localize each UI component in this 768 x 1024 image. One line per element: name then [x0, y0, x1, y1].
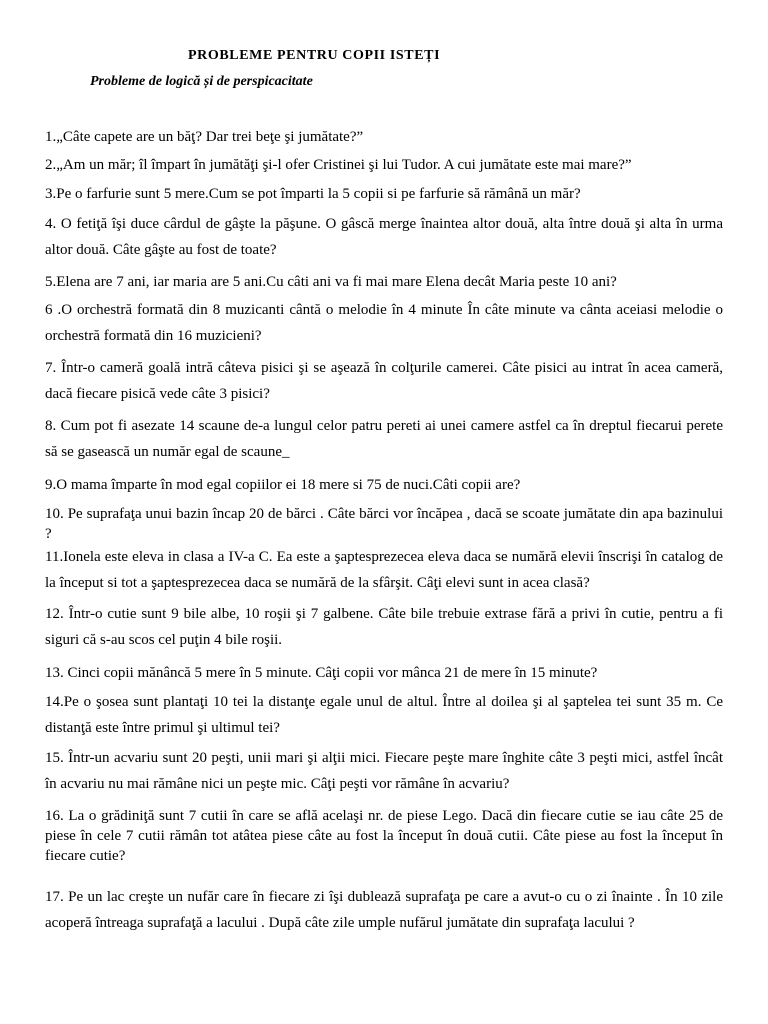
problem-2: 2.„Am un măr; îl împart în jumătăţi şi-l ofer Cristinei şi lui Tudor. A cui jumătate este mai mare?” [45, 157, 632, 173]
problem-17: 17. Pe un lac creşte un nufăr care în fiecare zi îşi dublează suprafaţa pe care a avut-o cu o zi înainte . În 10 zile acoperă întreaga suprafaţă a lacului . După câte zile umple nufărul jumătate din suprafaţa lacului ? [45, 889, 723, 931]
problem-1: 1.„Câte capete are un băţ? Dar trei beţe şi jumătate?” [45, 129, 364, 145]
problem-12: 12. Într-o cutie sunt 9 bile albe, 10 roşii şi 7 galbene. Câte bile trebuie extrase fără a privi în cutie, pentru a fi siguri că s-au scos cel puţin 4 bile roşii. [45, 606, 723, 648]
problem-13: 13. Cinci copii mănâncă 5 mere în 5 minute. Câţi copii vor mânca 21 de mere în 15 minute? [45, 665, 598, 681]
problem-7: 7. Într-o cameră goală intră câteva pisici şi se aşează în colţurile camerei. Câte pisici au intrat în acea cameră, dacă fiecare pisică vede câte 3 pisici? [45, 360, 723, 402]
problem-4: 4. O fetiţă îşi duce cârdul de gâşte la păşune. O gâscă merge înaintea altor două, alta între două şi alta în urma altor două. Câte gâşte au fost de toate? [45, 216, 723, 258]
problem-14: 14.Pe o şosea sunt plantaţi 10 tei la distanţe egale unul de altul. Între al doilea şi al şaptelea tei sunt 35 m. Ce distanţă este între primul şi ultimul tei? [45, 694, 723, 736]
problem-11: 11.Ionela este eleva in clasa a IV-a C. Ea este a şaptesprezecea eleva daca se numără elevii înscrişi în catalog de la început si tot a şaptesprezecea daca se numără de la sfârşit. Câţi elevi sunt in acea clasă? [45, 549, 723, 591]
problem-6: 6 .O orchestră formată din 8 muzicanti cântă o melodie în 4 minute În câte minute va cânta aceiasi melodie o orchestră formată din 16 muzicieni? [45, 302, 723, 344]
problem-15: 15. Într-un acvariu sunt 20 peşti, unii mari şi alţii mici. Fiecare peşte mare înghite câte 3 peşti mici, astfel încât în acvariu nu mai rămâne nici un peşte mic. Câţi peşti vor rămâne în acvariu? [45, 750, 723, 792]
problem-3: 3.Pe o farfurie sunt 5 mere.Cum se pot împarti la 5 copii si pe farfurie să rămână un măr? [45, 186, 581, 202]
page-subtitle: Probleme de logică și de perspicacitate [90, 74, 313, 89]
problem-8: 8. Cum pot fi asezate 14 scaune de-a lungul celor patru pereti ai unei camere astfel ca în dreptul fiecarui perete să se gasească un număr egal de scaune_ [45, 418, 723, 460]
problem-9: 9.O mama împarte în mod egal copiilor ei 18 mere si 75 de nuci.Câti copii are? [45, 477, 521, 493]
page-title: PROBLEME PENTRU COPII ISTEȚI [188, 48, 441, 63]
problem-10: 10. Pe suprafaţa unui bazin încap 20 de bărci . Câte bărci vor încăpea , dacă se scoate jumătate din apa bazinului ? [45, 506, 723, 542]
problem-16: 16. La o grădiniţă sunt 7 cutii în care se află acelaşi nr. de piese Lego. Dacă din fiecare cutie se iau câte 25 de piese în cele 7 cutii rămân tot atâtea piese câte au fost la început în două cutii. Câte piese au fost la început în fiecare cutie? [45, 808, 723, 864]
problem-5: 5.Elena are 7 ani, iar maria are 5 ani.Cu câti ani va fi mai mare Elena decât Maria peste 10 ani? [45, 274, 617, 290]
